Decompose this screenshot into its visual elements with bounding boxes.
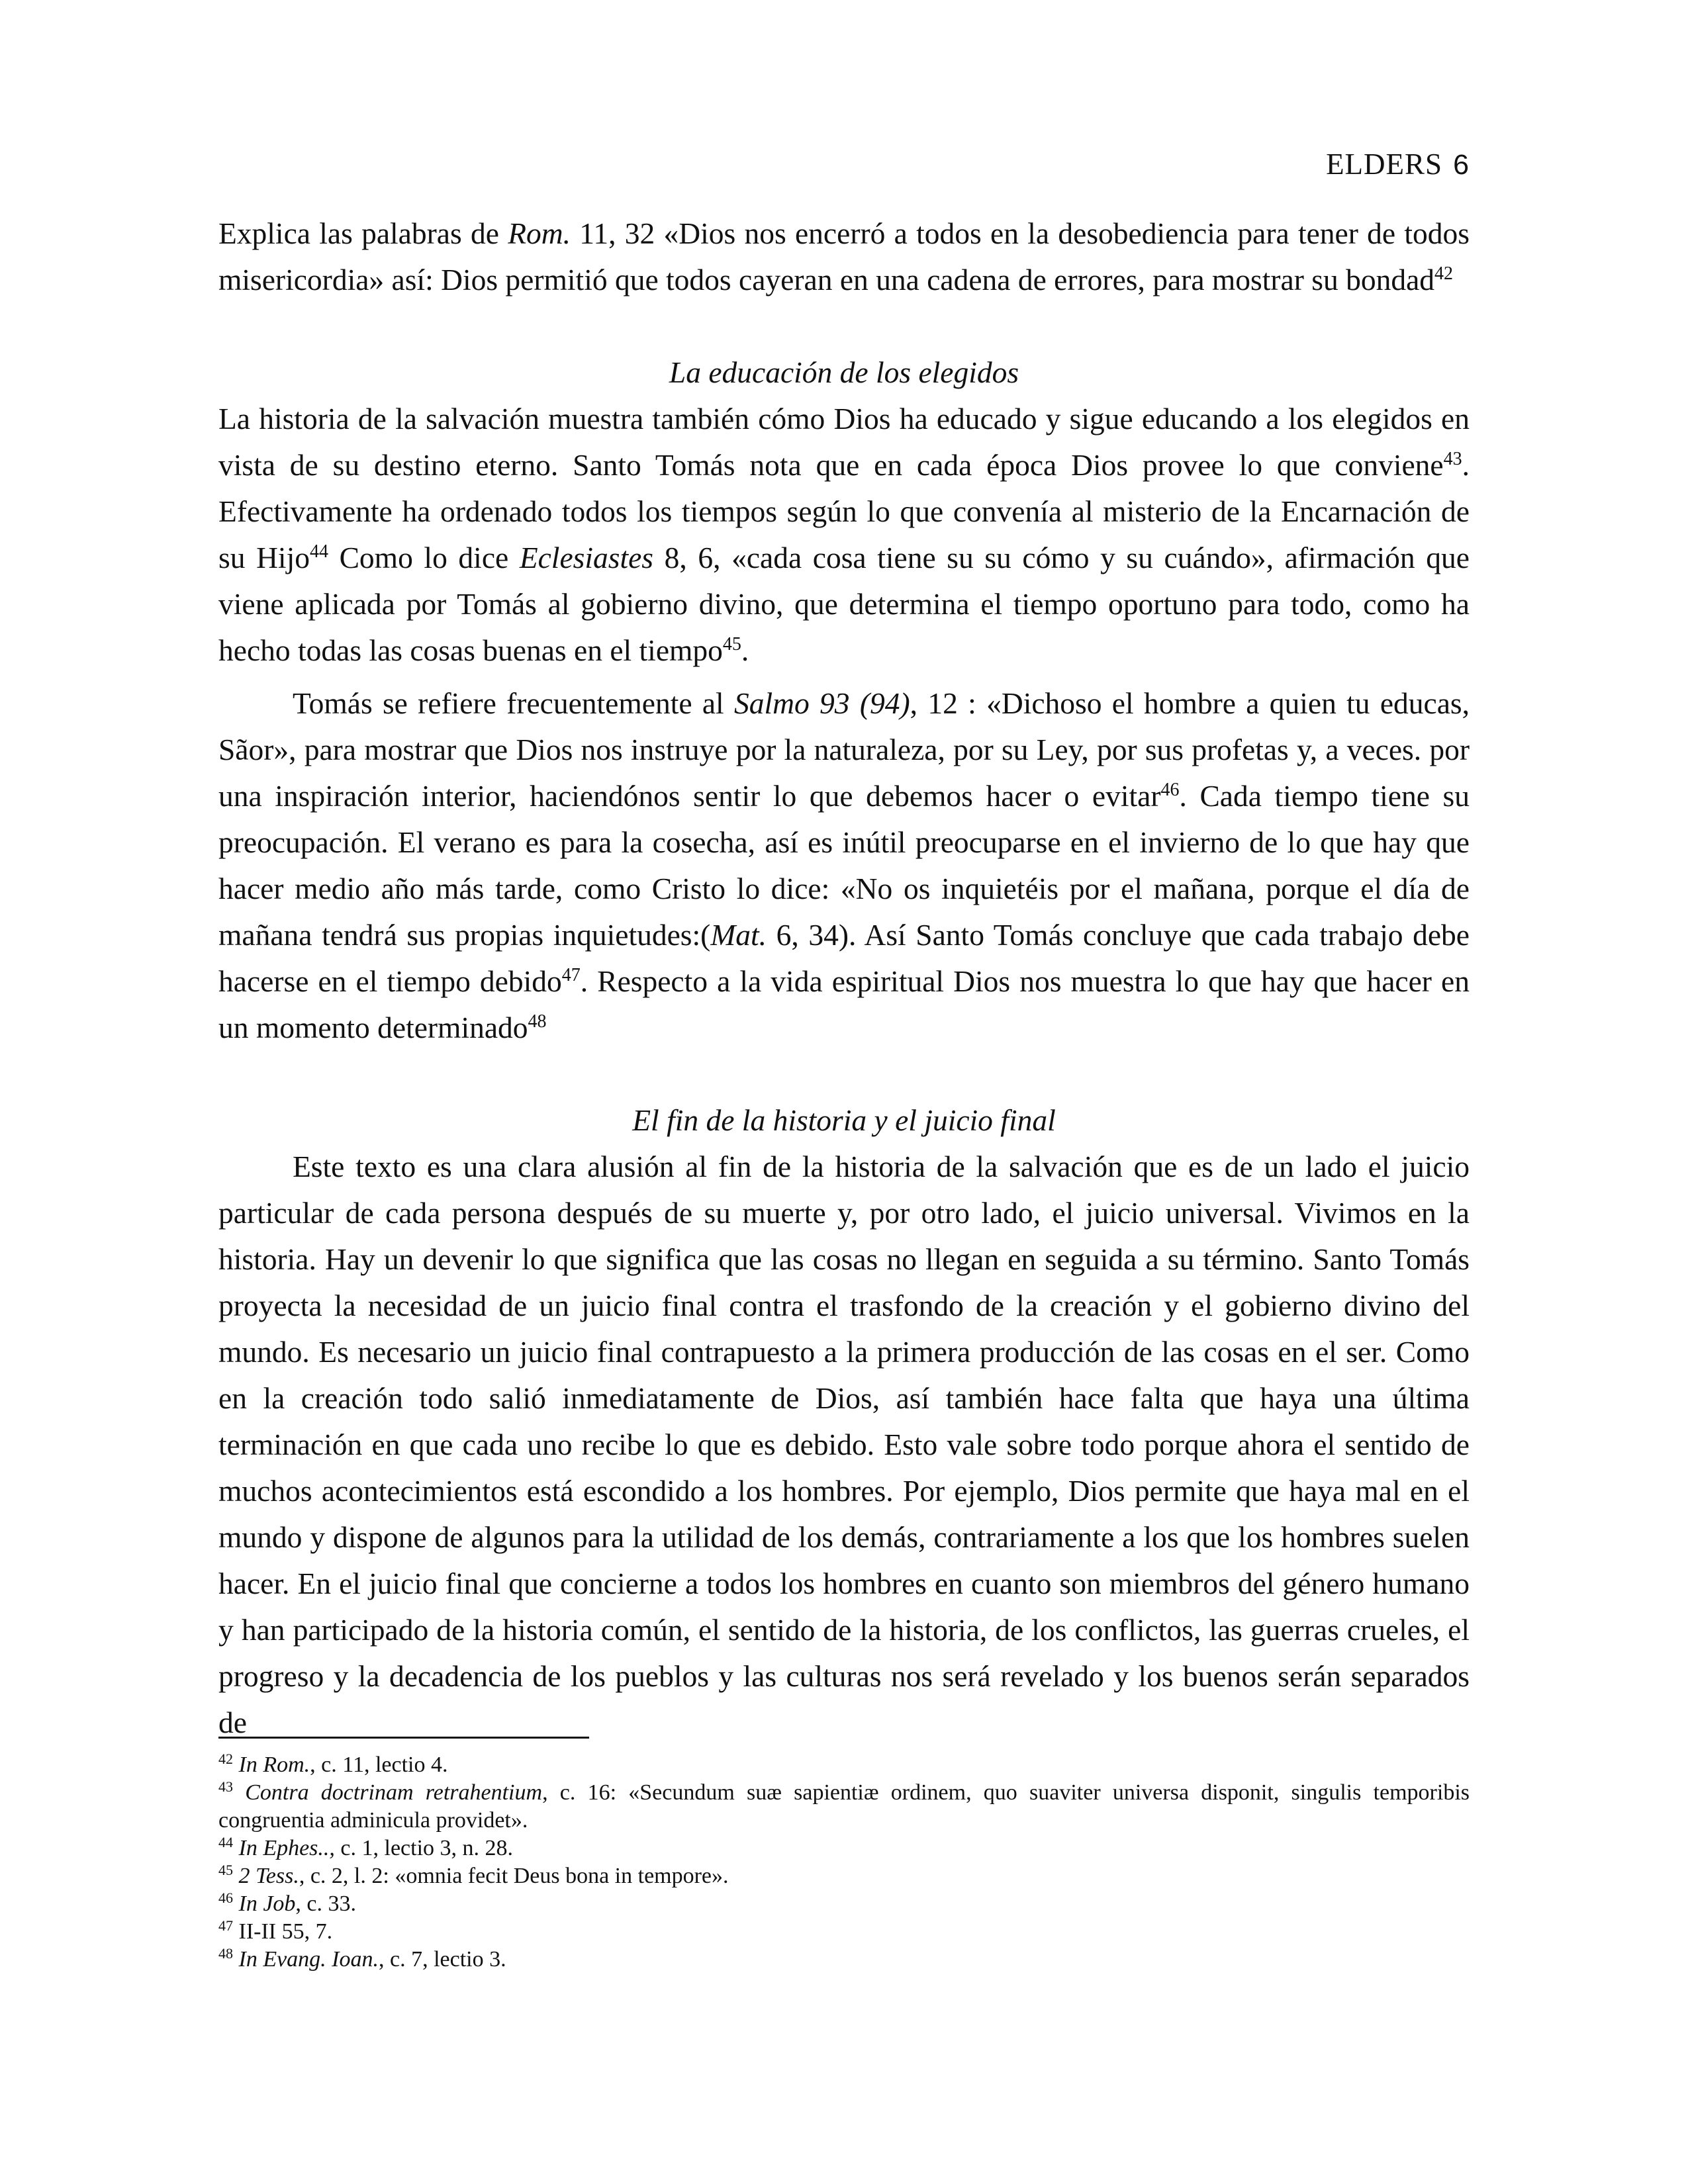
paragraph-1: Explica las palabras de Rom. 11, 32 «Dios nos encerró a todos en la desobediencia para tener de todos misericordia» así: Dios permitió que todos cayeran en una cadena de errores, para mostrar su bondad$^{42}$	[218, 216, 1470, 296]
paragraph-2: La historia de la salvación muestra también cómo Dios ha educado y sigue educando a los elegidos en vista de su destino eterno. Santo Tomás nota que en cada época Dios provee lo que conviene$^{43}$. Efectivamente ha ordenado todos los tiempos según lo que convenía al misterio de la Encarnación de su Hijo$^{44}$ Como lo dice Eclesiastes 8, 6, «cada cosa tiene su su cómo y su cuándo», afirmación que viene aplicada por Tomás al gobierno divino, que determina el tiempo oportuno para todo, como ha hecho todas las cosas buenas en el tiempo$^{45}$.	[218, 402, 1470, 667]
footnote-ref-48[interactable]: 48	[528, 1011, 547, 1032]
footnote-47: $^{47}$ II-II 55, 7.	[218, 1917, 333, 1944]
header-author: ELDERS	[1326, 148, 1443, 181]
section-heading-education: La educación de los elegidos	[669, 355, 1019, 389]
main-text	[218, 210, 1470, 1746]
footnote-48: $^{48}$ In Evang. Ioan., c. 7, lectio 3.	[218, 1945, 506, 1972]
footnote-ref-43[interactable]: 43	[1443, 449, 1462, 469]
footnotes	[218, 1751, 1470, 1974]
footnote-ref-47[interactable]: 47	[561, 965, 581, 985]
footnote-46: $^{46}$ In Job, c. 33.	[218, 1889, 357, 1916]
footnote-ref-42[interactable]: 42	[1434, 263, 1454, 284]
paragraph-3: Tomás se refiere frecuentemente al Salmo 93 (94), 12 : «Dichoso el hombre a quien tu educas, Sãor», para mostrar que Dios nos instruye por la naturaleza, por su Ley, por sus profetas y, a veces. por una inspiración interior, haciendónos sentir lo que debemos hacer o evitar$^{46}$. Cada tiempo tiene su preocupación. El verano es para la cosecha, así es inútil preocuparse en el invierno de lo que hay que hacer medio año más tarde, como Cristo lo dice: «No os inquietéis por el mañana, porque el día de mañana tendrá sus propias inquietudes:(Mat. 6, 34). Así Santo Tomás concluye que cada trabajo debe hacerse en el tiempo debido$^{47}$. Respecto a la vida espiritual Dios nos muestra lo que hay que hacer en un momento determinado$^{48}$	[218, 686, 1470, 1044]
footnote-43: $^{43}$ Contra doctrinam retrahentium, c. 16: «Secundum suæ sapientiæ ordinem, quo suaviter universa disponit, singulis temporibis congruentia adminicula providet».	[218, 1778, 1470, 1833]
spacer	[218, 303, 1470, 349]
running-header	[1326, 147, 1470, 181]
footnote-44: $^{44}$ In Ephes.., c. 1, lectio 3, n. 28.	[218, 1834, 514, 1860]
footnote-42: $^{42}$ In Rom., c. 11, lectio 4.	[218, 1751, 448, 1777]
footnote-ref-46[interactable]: 46	[1160, 780, 1180, 800]
footnote-ref-44[interactable]: 44	[309, 541, 328, 562]
page-number: 6	[1453, 149, 1470, 181]
footnote-ref-45[interactable]: 45	[722, 634, 741, 655]
spacer	[218, 1051, 1470, 1097]
paragraph-4: Este texto es una clara alusión al fin de la historia de la salvación que es de un lado el juicio particular de cada persona después de su muerte y, por otro lado, el juicio universal. Vivimos en la historia. Hay un devenir lo que significa que las cosas no llegan en seguida a su término. Santo Tomás proyecta la necesidad de un juicio final contra el trasfondo de la creación y el gobierno divino del mundo. Es necesario un juicio final contrapuesto a la primera producción de las cosas en el ser. Como en la creación todo salió inmediatamente de Dios, así también hace falta que haya una última terminación en que cada uno recibe lo que es debido. Esto vale sobre todo porque ahora el sentido de muchos acontecimientos está escondido a los hombres. Por ejemplo, Dios permite que haya mal en el mundo y dispone de algunos para la utilidad de los demás, contrariamente a los que los hombres suelen hacer. En el juicio final que concierne a todos los hombres en cuanto son miembros del género humano y han participado de la historia común, el sentido de la historia, de los conflictos, las guerras crueles, el progreso y la decadencia de los pueblos y las culturas nos será revelado y los buenos serán separados de	[218, 1150, 1470, 1739]
footnote-45: $^{45}$ 2 Tess., c. 2, l. 2: «omnia fecit Deus bona in tempore».	[218, 1862, 729, 1888]
section-heading-final-judgment: El fin de la historia y el juicio final	[632, 1103, 1056, 1137]
spacer	[218, 674, 1470, 680]
footnote-separator	[218, 1737, 589, 1739]
